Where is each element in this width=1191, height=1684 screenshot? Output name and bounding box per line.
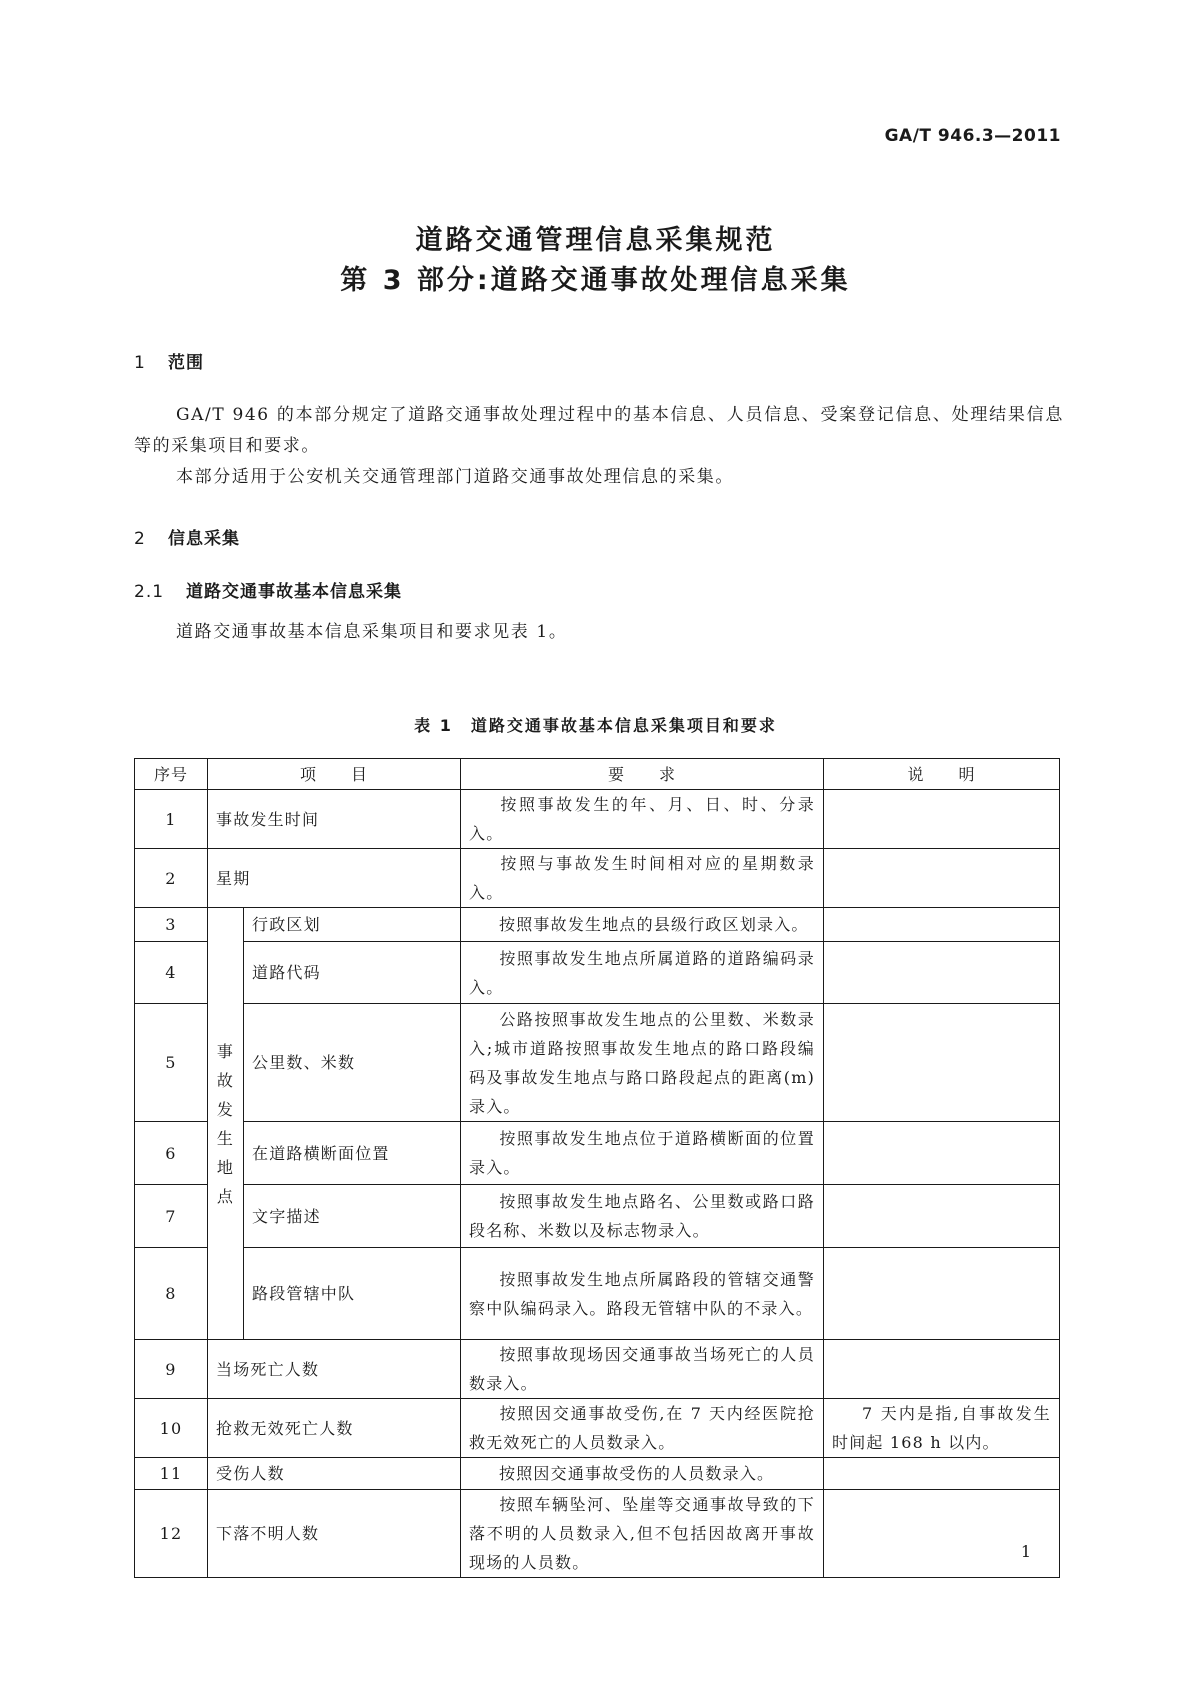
table-row [135, 1458, 1060, 1490]
section-number: 2.1 [134, 582, 165, 602]
table-row [135, 908, 1060, 942]
cell-requirement: 按照事故发生地点所属路段的管辖交通警察中队编码录入。路段无管辖中队的不录入。 [461, 1248, 824, 1340]
cell-note [824, 849, 1060, 908]
cell-note [824, 790, 1060, 849]
header-item: 项 目 [208, 759, 461, 790]
cell-requirement: 按照因交通事故受伤,在 7 天内经医院抢救无效死亡的人员数录入。 [461, 1399, 824, 1458]
group-label-accident-location: 事 故 发 生 地 点 [208, 908, 244, 1340]
page-number: 1 [1020, 1542, 1031, 1561]
table-caption: 表 1 道路交通事故基本信息采集项目和要求 [414, 716, 777, 735]
table-header-row [135, 759, 1060, 790]
paragraph: 本部分适用于公安机关交通管理部门道路交通事故处理信息的采集。 [176, 467, 734, 487]
table-row [135, 1122, 1060, 1185]
cell-requirement: 按照车辆坠河、坠崖等交通事故导致的下落不明的人员数录入,但不包括因故离开事故现场的人员数。 [461, 1490, 824, 1578]
header-seq: 序号 [135, 759, 208, 790]
document-title-line1: 道路交通管理信息采集规范 [415, 225, 776, 256]
cell-item: 下落不明人数 [208, 1490, 461, 1578]
table-row [135, 942, 1060, 1004]
section-1-body [134, 400, 1064, 493]
cell-item: 行政区划 [244, 908, 461, 942]
table-row [135, 1490, 1060, 1578]
cell-item: 当场死亡人数 [208, 1340, 461, 1399]
cell-seq: 7 [135, 1185, 208, 1248]
document-title-line2: 第 3 部分:道路交通事故处理信息采集 [340, 265, 851, 296]
cell-requirement: 按照事故现场因交通事故当场死亡的人员数录入。 [461, 1340, 824, 1399]
cell-seq: 4 [135, 942, 208, 1004]
cell-note [824, 1248, 1060, 1340]
cell-seq: 6 [135, 1122, 208, 1185]
cell-requirement: 按照事故发生的年、月、日、时、分录入。 [461, 790, 824, 849]
cell-seq: 5 [135, 1004, 208, 1122]
cell-seq: 8 [135, 1248, 208, 1340]
section-1-heading [134, 348, 204, 373]
table-row [135, 1248, 1060, 1340]
section-title: 范围 [168, 353, 204, 373]
table-row [135, 1399, 1060, 1458]
cell-item: 受伤人数 [208, 1458, 461, 1490]
cell-seq: 3 [135, 908, 208, 942]
section-title: 道路交通事故基本信息采集 [186, 582, 402, 602]
section-title: 信息采集 [168, 529, 240, 549]
cell-note [824, 1122, 1060, 1185]
cell-item: 公里数、米数 [244, 1004, 461, 1122]
table-row [135, 1340, 1060, 1399]
cell-seq: 1 [135, 790, 208, 849]
cell-item: 路段管辖中队 [244, 1248, 461, 1340]
cell-seq: 2 [135, 849, 208, 908]
cell-item: 道路代码 [244, 942, 461, 1004]
cell-item: 文字描述 [244, 1185, 461, 1248]
paragraph: GA/T 946 的本部分规定了道路交通事故处理过程中的基本信息、人员信息、受案登记信息、处理结果信息等的采集项目和要求。 [134, 405, 1064, 456]
section-2-1-body [134, 617, 1064, 648]
section-2-heading [134, 524, 240, 549]
cell-requirement: 按照事故发生地点所属道路的道路编码录入。 [461, 942, 824, 1004]
table-row [135, 1004, 1060, 1122]
section-number: 1 [134, 353, 146, 373]
info-table [134, 758, 1060, 1578]
cell-note [824, 1490, 1060, 1578]
cell-item: 星期 [208, 849, 461, 908]
cell-note [824, 1458, 1060, 1490]
cell-note [824, 1004, 1060, 1122]
section-number: 2 [134, 529, 146, 549]
cell-requirement: 公路按照事故发生地点的公里数、米数录入;城市道路按照事故发生地点的路口路段编码及事故发生地点与路口路段起点的距离(m)录入。 [461, 1004, 824, 1122]
standard-code: GA/T 946.3—2011 [884, 126, 1061, 146]
cell-seq: 10 [135, 1399, 208, 1458]
cell-requirement: 按照事故发生地点的县级行政区划录入。 [461, 908, 824, 942]
cell-requirement: 按照与事故发生时间相对应的星期数录入。 [461, 849, 824, 908]
header-requirement: 要 求 [461, 759, 824, 790]
cell-item: 抢救无效死亡人数 [208, 1399, 461, 1458]
cell-requirement: 按照因交通事故受伤的人员数录入。 [461, 1458, 824, 1490]
table-row [135, 790, 1060, 849]
cell-requirement: 按照事故发生地点路名、公里数或路口路段名称、米数以及标志物录入。 [461, 1185, 824, 1248]
cell-note [824, 908, 1060, 942]
cell-item: 事故发生时间 [208, 790, 461, 849]
cell-note [824, 1340, 1060, 1399]
cell-note [824, 942, 1060, 1004]
section-2-1-heading [134, 577, 402, 602]
table-row [135, 1185, 1060, 1248]
cell-seq: 12 [135, 1490, 208, 1578]
cell-item: 在道路横断面位置 [244, 1122, 461, 1185]
table-row [135, 849, 1060, 908]
cell-seq: 11 [135, 1458, 208, 1490]
header-note: 说 明 [824, 759, 1060, 790]
cell-note: 7 天内是指,自事故发生时间起 168 h 以内。 [824, 1399, 1060, 1458]
cell-requirement: 按照事故发生地点位于道路横断面的位置录入。 [461, 1122, 824, 1185]
paragraph: 道路交通事故基本信息采集项目和要求见表 1。 [176, 622, 568, 642]
cell-seq: 9 [135, 1340, 208, 1399]
cell-note [824, 1185, 1060, 1248]
